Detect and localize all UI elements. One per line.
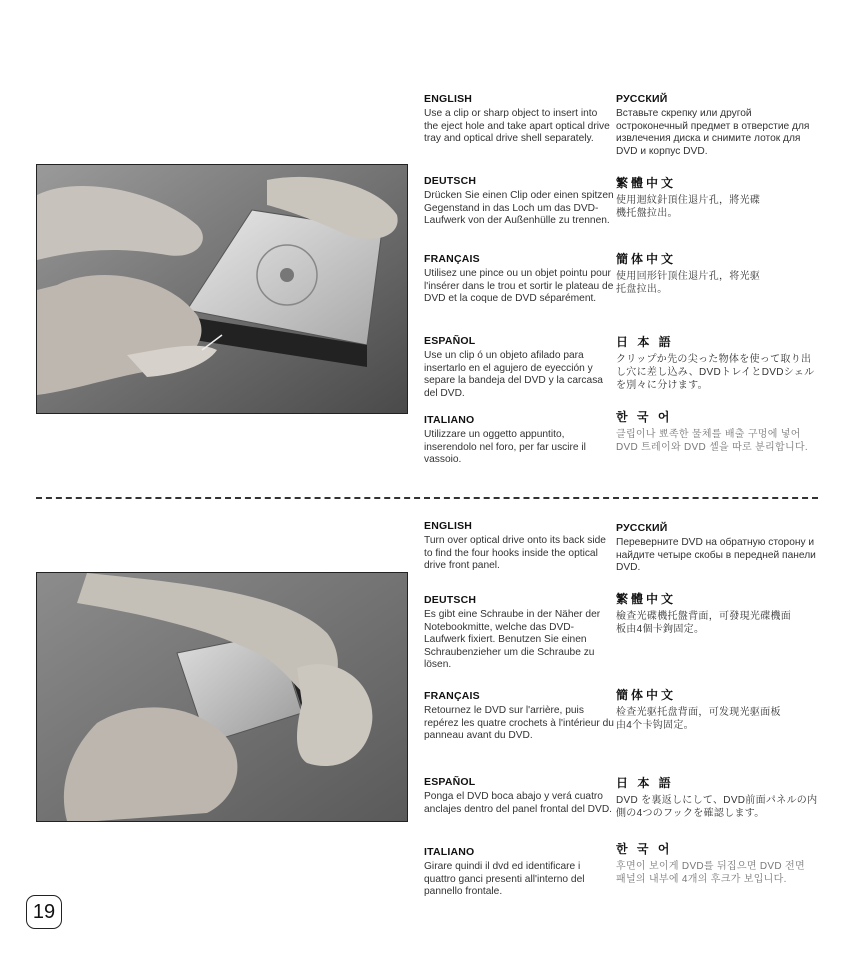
lang-heading: DEUTSCH [424,594,477,606]
lang-heading: FRANÇAIS [424,690,480,702]
step2-english [424,520,614,573]
instruction-text: 使用迴紋針頂住退片孔，將光碟機托盤拉出。 [616,195,761,219]
step1-english [424,93,614,146]
lang-heading: РУССКИЙ [616,522,668,534]
step2-deutsch [424,594,614,672]
instruction-text: Drücken Sie einen Clip oder einen spitzen Gegenstand in das Loch um das DVD-Laufwerk von der Außenhülle zu trennen. [424,190,614,227]
instruction-text: Переверните DVD на обратную сторону и найдите четыре скобы в передней панели DVD. [616,537,816,574]
step2-francais [424,690,614,743]
lang-heading: 한 국 어 [616,410,673,424]
section-divider [36,497,818,499]
instruction-text: クリップか先の尖った物体を使って取り出し穴に差し込み、DVDトレイとDVDシェルを別々に分けます。 [616,354,815,391]
instruction-text: Retournez le DVD sur l'arrière, puis repérez les quatre crochets à l'intérieur du panneau avant du DVD. [424,705,614,742]
step2-photo [36,572,408,822]
page-number: 19 [26,895,62,929]
lang-heading: 日 本 語 [616,776,674,790]
instruction-text: 클립이나 뾰족한 물체를 배출 구멍에 넣어 DVD 트레이와 DVD 셸을 따로 분리합니다. [616,429,808,453]
step1-photo [36,164,408,414]
lang-heading: 한 국 어 [616,842,673,856]
step2-simp-chinese [616,686,791,732]
step2-photo-illustration [37,573,407,821]
lang-heading: 繁體中文 [616,592,677,606]
lang-heading: ITALIANO [424,414,475,426]
instruction-text: Es gibt eine Schraube in der Näher der Notebookmitte, welche das DVD-Laufwerk fixiert. Benutzen Sie einen Schraubenzieher um die Schraube zu lösen. [424,609,601,671]
instruction-text: Girare quindi il dvd ed identificare i quattro ganci presenti all'interno del pannello frontale. [424,861,585,898]
lang-heading: ITALIANO [424,846,475,858]
lang-heading: DEUTSCH [424,175,477,187]
step2-italiano [424,846,614,899]
lang-heading: 簡体中文 [616,252,677,266]
instruction-text: 후면이 보이게 DVD를 뒤집으면 DVD 전면 패널의 내부에 4개의 후크가 보입니다. [616,861,805,885]
instruction-text: 使用回形针顶住退片孔，将光驱托盘拉出。 [616,271,761,295]
instruction-text: Utilisez une pince ou un objet pointu pour l'insérer dans le trou et sortir le plateau de DVD et la coque de DVD séparément. [424,268,614,305]
lang-heading: ENGLISH [424,93,473,105]
step2-korean [616,840,811,886]
lang-heading: ESPAÑOL [424,335,476,347]
instruction-text: Ponga el DVD boca abajo y verá cuatro anclajes dentro del panel frontal del DVD. [424,791,613,815]
lang-heading: РУССКИЙ [616,93,668,105]
instruction-text: Turn over optical drive onto its back side to find the four hooks inside the optical drive front panel. [424,535,606,572]
instruction-text: DVD を裏返しにして、DVD前面パネルの内側の4つのフックを確認します。 [616,795,818,819]
step1-deutsch [424,175,614,228]
lang-heading: 日 本 語 [616,335,674,349]
instruction-text: 檢查光碟機托盤背面，可發現光碟機面板由4個卡鉤固定。 [616,611,792,635]
step1-italiano [424,414,614,467]
lang-heading: ENGLISH [424,520,473,532]
step1-korean [616,408,821,454]
step1-russian [616,93,821,158]
instruction-text: Utilizzare un oggetto appuntito, inserendolo nel foro, per far uscire il vassoio. [424,429,586,466]
step1-espanol [424,335,614,400]
lang-heading: ESPAÑOL [424,776,476,788]
step1-japanese [616,333,821,392]
step2-espanol [424,776,614,816]
step1-simp-chinese [616,250,766,296]
instruction-text: 检查光驱托盘背面，可发现光驱面板由4个卡钩固定。 [616,707,781,731]
lang-heading: 繁體中文 [616,176,677,190]
step1-trad-chinese [616,174,766,220]
lang-heading: 簡体中文 [616,688,677,702]
step2-japanese [616,774,821,820]
instruction-text: Use un clip ó un objeto afilado para insertarlo en el agujero de eyección y separe la bandeja del DVD y la carcasa del DVD. [424,350,603,399]
step1-photo-illustration [37,165,407,413]
instruction-text: Вставьте скрепку или другой остроконечный предмет в отверстие для извлечения диска и снимите лоток для DVD и корпус DVD. [616,108,810,157]
lang-heading: FRANÇAIS [424,253,480,265]
step2-trad-chinese [616,590,801,636]
instruction-text: Use a clip or sharp object to insert into the eject hole and take apart optical drive tray and optical drive shell separately. [424,108,610,145]
step2-russian [616,522,826,575]
step1-francais [424,253,614,306]
